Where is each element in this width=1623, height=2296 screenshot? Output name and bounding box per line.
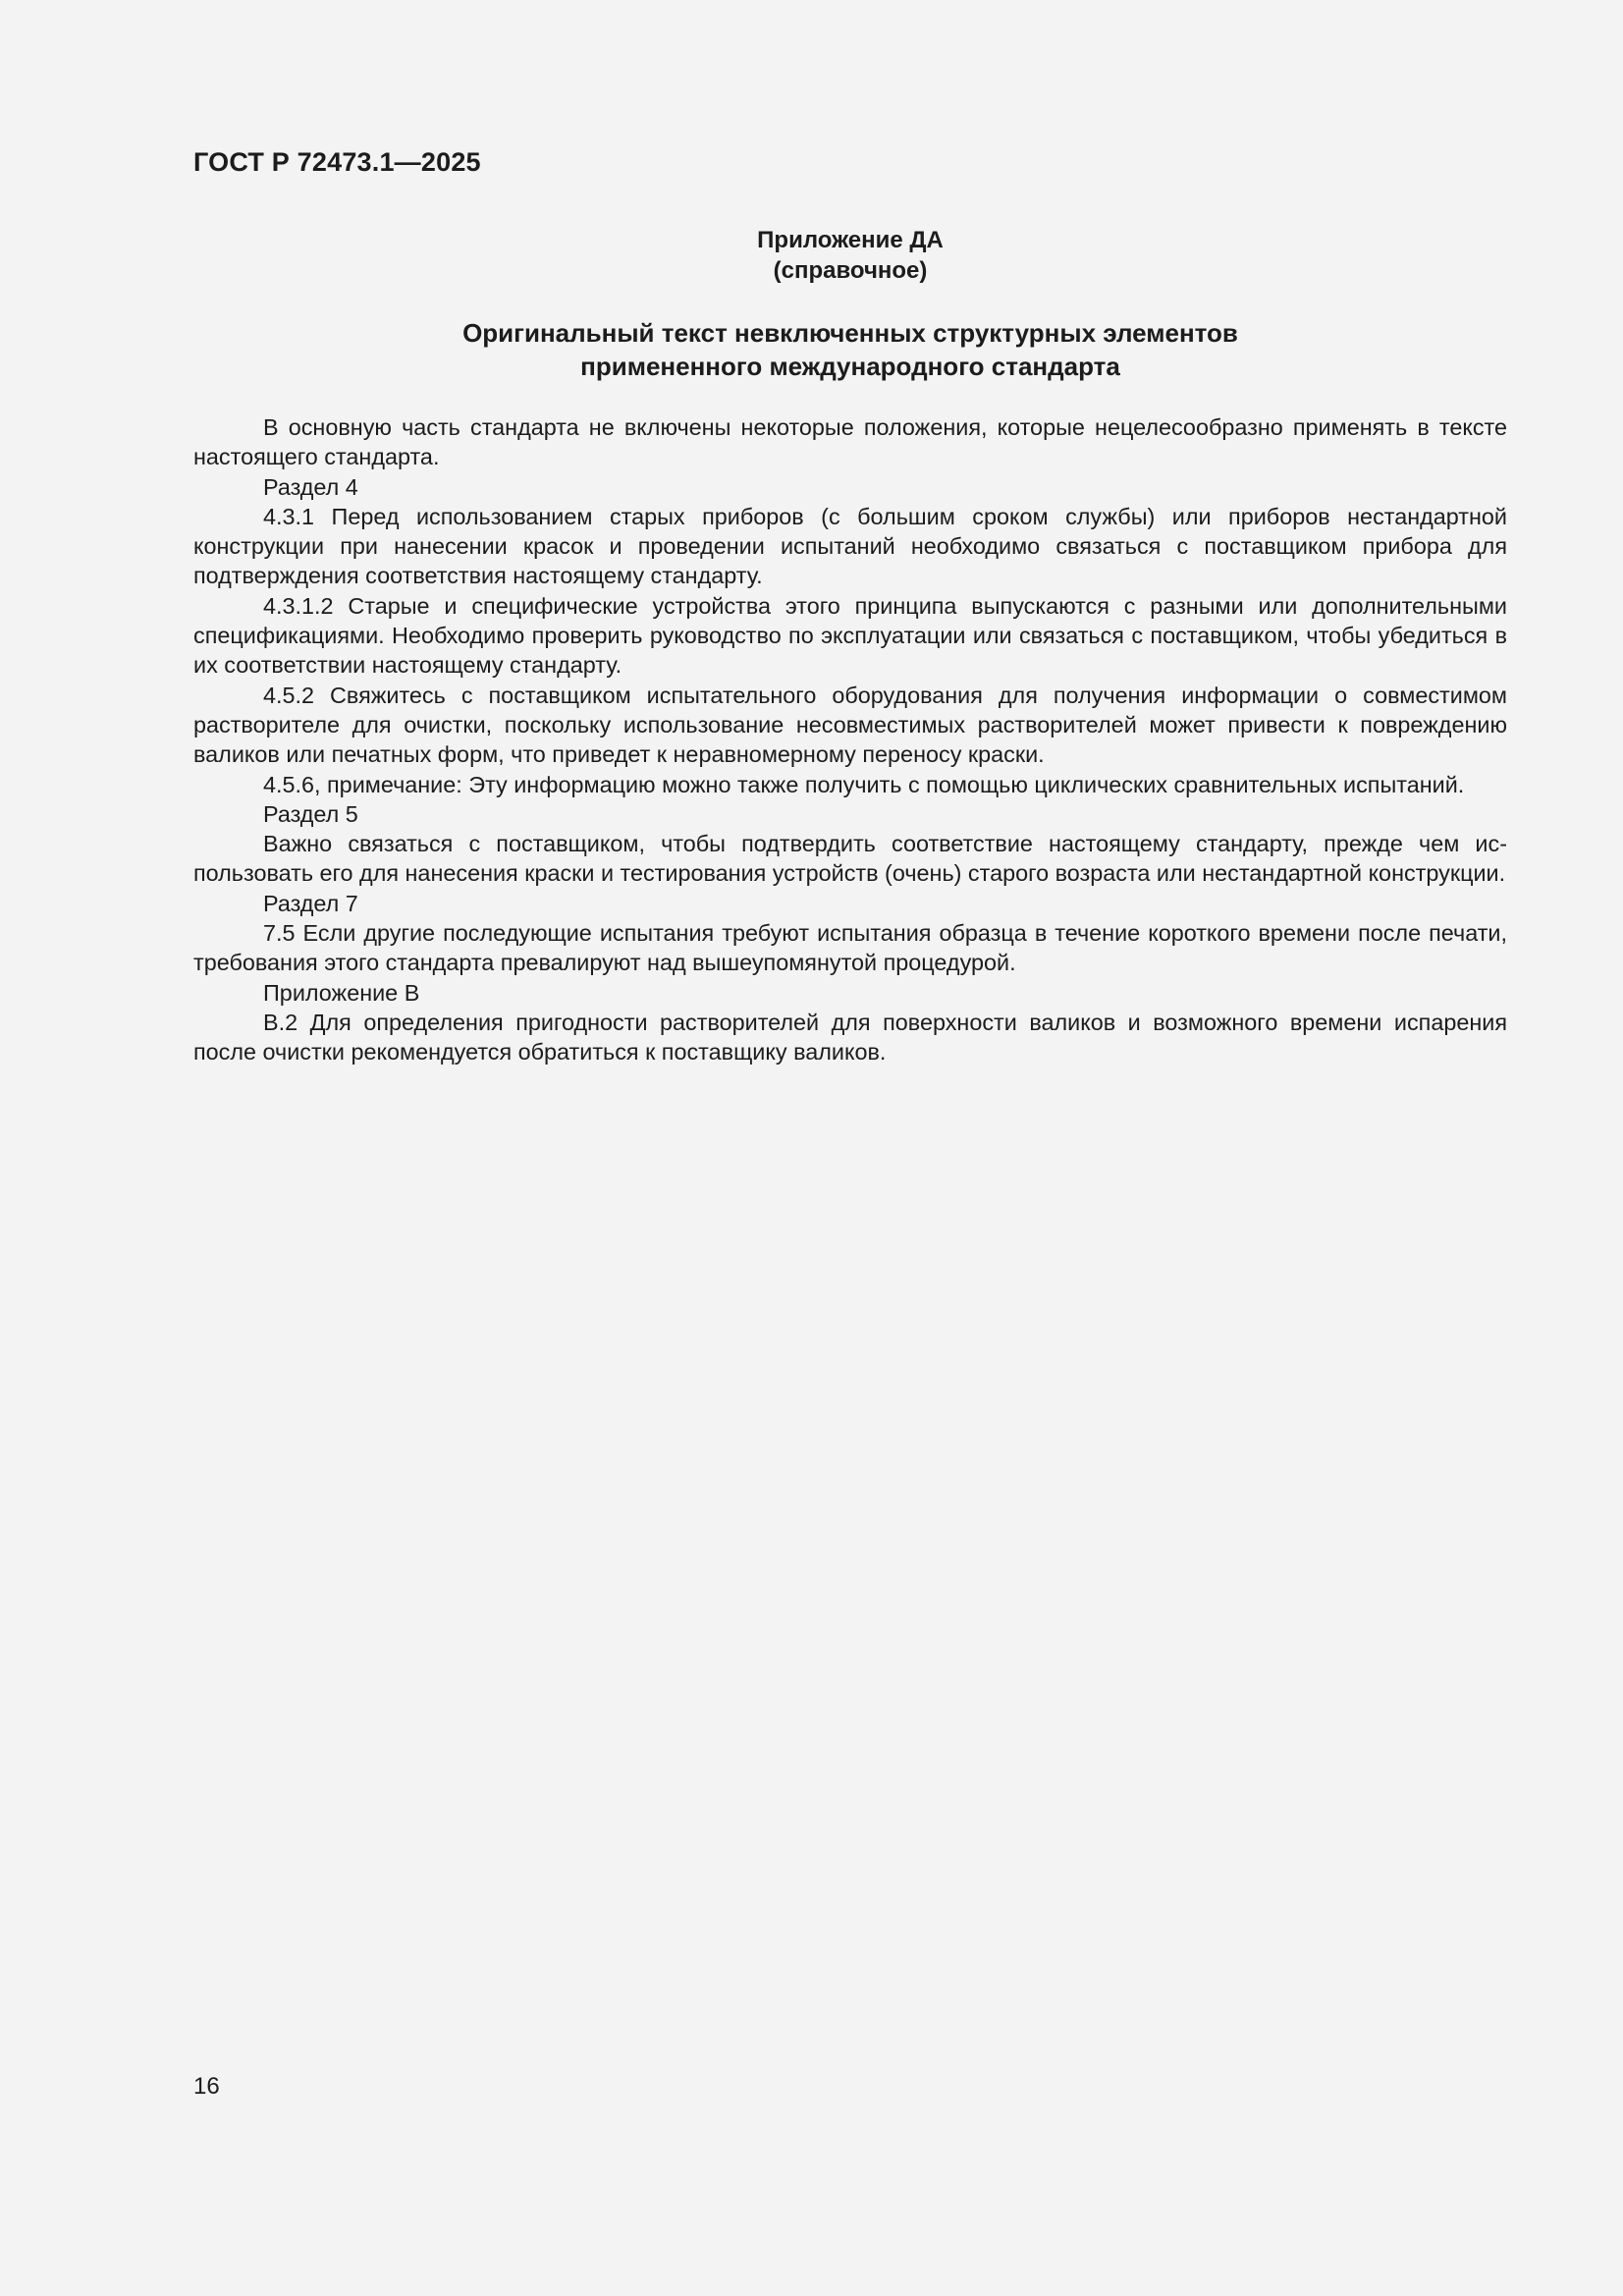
- section-heading: Раздел 5: [263, 800, 358, 827]
- section-heading: Приложение В: [263, 979, 420, 1006]
- paragraph: 4.3.1.2 Старые и специфические устройства этого принципа выпускаются с разными или дополнительными спецификациями. Необходимо проверить руководство по эксплуатации или связаться с поставщиком, чтобы убедиться в их соответствии настоящему стандарту.: [193, 592, 1507, 679]
- section-heading: Раздел 7: [263, 890, 358, 916]
- paragraph-intro: В основную часть стандарта не включены некоторые положения, которые нецелесообразно применять в тексте настоящего стандарта.: [193, 414, 1507, 470]
- section-heading: Раздел 4: [263, 473, 358, 500]
- paragraph: В.2 Для определения пригодности растворителей для поверхности валиков и возможного времени испарения после очистки рекомендуется обратиться к поставщику валиков.: [193, 1009, 1507, 1066]
- paragraph: 4.5.2 Свяжитесь с поставщиком испытательного оборудования для получения информации о совместимом растворителе для очистки, поскольку использование несовместимых растворителей может привести к повреждению валиков или печатных форм, что приведет к неравномерному переносу краски.: [193, 682, 1507, 768]
- annex-title-line: Приложение ДА: [757, 227, 944, 253]
- paragraph: Важно связаться с поставщиком, чтобы подтвердить соответствие настоящему стандарту, прежде чем использовать его для нанесения краски и тестирования устройств (очень) старого возраста или нестандартной конструкции.: [193, 831, 1507, 887]
- paragraph: 7.5 Если другие последующие испытания требуют испытания образца в течение короткого времени после печати, требования этого стандарта превалируют над вышеупомянутой процедурой.: [193, 920, 1507, 976]
- annex-subject-line-2: примененного международного стандарта: [580, 352, 1120, 381]
- annex-body: [193, 412, 1507, 1067]
- page-number: 16: [193, 2073, 220, 2100]
- paragraph: 4.3.1 Перед использованием старых приборов (с большим сроком службы) или приборов нестандартной конструкции при нанесении красок и проведении испытаний необходимо связаться с поставщиком прибора для подтверждения соответствия настоящему стандарту.: [193, 503, 1507, 589]
- document-code: ГОСТ Р 72473.1—2025: [193, 147, 481, 177]
- annex-subject-line-1: Оригинальный текст невключенных структурных элементов: [462, 318, 1238, 348]
- paragraph: 4.5.6, примечание: Эту информацию можно также получить с помощью циклических сравнительных испытаний.: [263, 771, 1465, 797]
- annex-subject: [193, 316, 1507, 383]
- annex-status: (справочное): [773, 257, 928, 284]
- annex-title: [193, 225, 1507, 286]
